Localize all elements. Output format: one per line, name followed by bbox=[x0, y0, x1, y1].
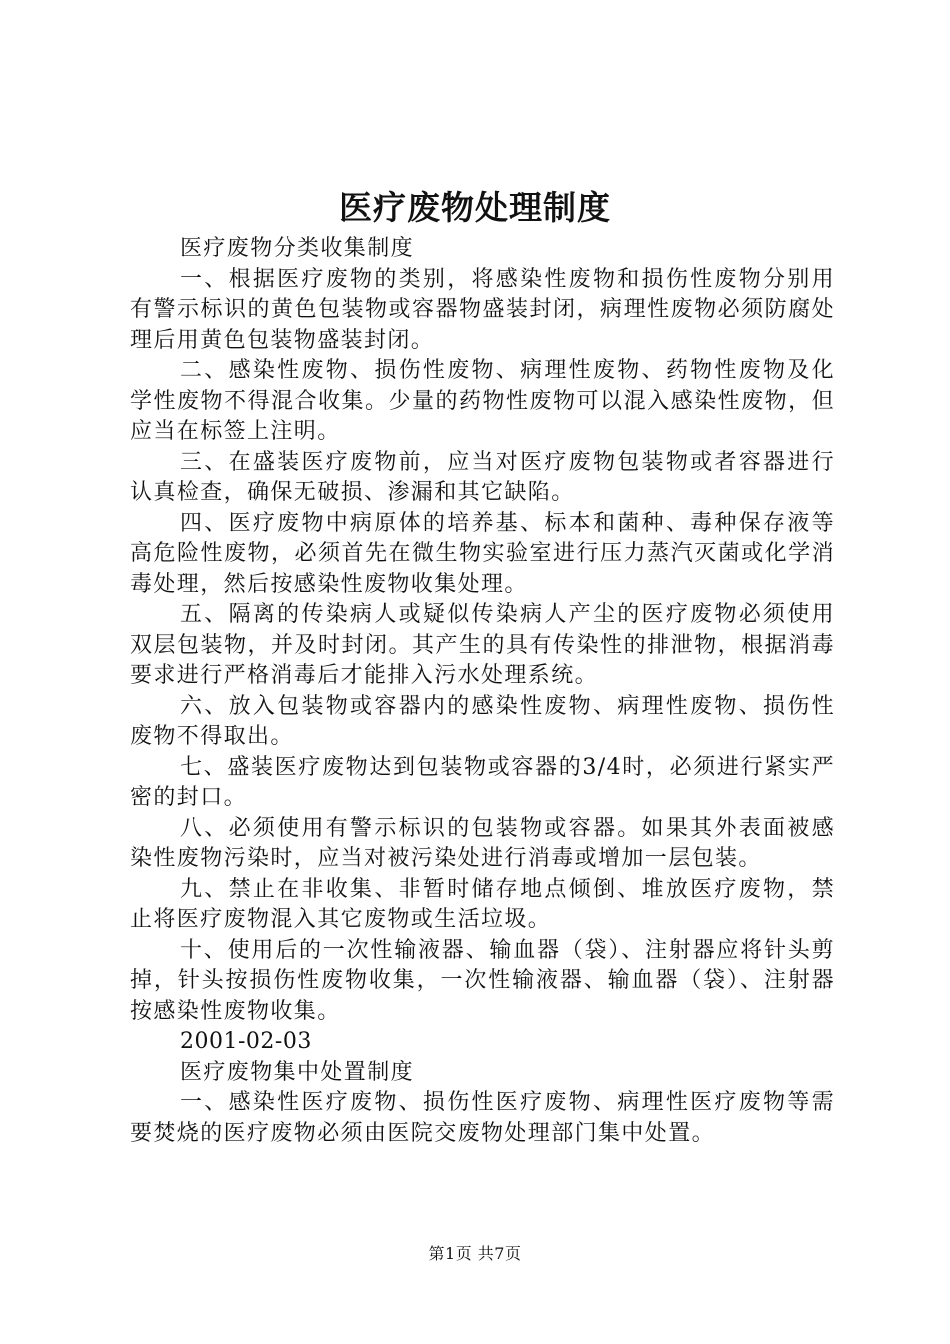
paragraph-item-4: 四、医疗废物中病原体的培养基、标本和菌种、毒种保存液等高危险性废物，必须首先在微生物实验室进行压力蒸汽灭菌或化学消毒处理，然后按感染性废物收集处理。 bbox=[130, 510, 835, 597]
paragraph-item-8: 八、必须使用有警示标识的包装物或容器。如果其外表面被感染性废物污染时，应当对被污染处进行消毒或增加一层包装。 bbox=[130, 815, 835, 871]
paragraph-item-7: 七、盛装医疗废物达到包装物或容器的3/4时，必须进行紧实严密的封口。 bbox=[130, 754, 835, 810]
paragraph-item-10: 十、使用后的一次性输液器、输血器（袋）、注射器应将针头剪掉，针头按损伤性废物收集，一次性输液器、输血器（袋）、注射器按感染性废物收集。 bbox=[130, 937, 835, 1024]
document-body bbox=[130, 234, 835, 1149]
paragraph-item-1: 一、根据医疗废物的类别，将感染性废物和损伤性废物分别用有警示标识的黄色包装物或容器物盛装封闭，病理性废物必须防腐处理后用黄色包装物盛装封闭。 bbox=[130, 266, 835, 353]
section-heading-classification: 医疗废物分类收集制度 bbox=[180, 236, 415, 261]
page-number-footer: 第1页 共7页 bbox=[428, 1244, 522, 1263]
paragraph-item-5: 五、隔离的传染病人或疑似传染病人产尘的医疗废物必须使用双层包装物，并及时封闭。其产生的具有传染性的排泄物，根据消毒要求进行严格消毒后才能排入污水处理系统。 bbox=[130, 602, 835, 688]
section-heading-disposal: 医疗废物集中处置制度 bbox=[180, 1059, 415, 1085]
paragraph-item-9: 九、禁止在非收集、非暂时储存地点倾倒、堆放医疗废物，禁止将医疗废物混入其它废物或生活垃圾。 bbox=[130, 876, 835, 932]
paragraph-item-2: 二、感染性废物、损伤性废物、病理性废物、药物性废物及化学性废物不得混合收集。少量的药物性废物可以混入感染性废物，但应当在标签上注明。 bbox=[130, 358, 835, 444]
paragraph-item-3: 三、在盛装医疗废物前，应当对医疗废物包装物或者容器进行认真检查，确保无破损、渗漏和其它缺陷。 bbox=[130, 449, 835, 505]
paragraph-item-6: 六、放入包装物或容器内的感染性废物、病理性废物、损伤性废物不得取出。 bbox=[130, 693, 835, 749]
document-date: 2001-02-03 bbox=[180, 1029, 312, 1054]
document-title: 医疗废物处理制度 bbox=[339, 188, 611, 227]
paragraph-disposal-1: 一、感染性医疗废物、损伤性医疗废物、病理性医疗废物等需要焚烧的医疗废物必须由医院交废物处理部门集中处置。 bbox=[130, 1090, 835, 1146]
